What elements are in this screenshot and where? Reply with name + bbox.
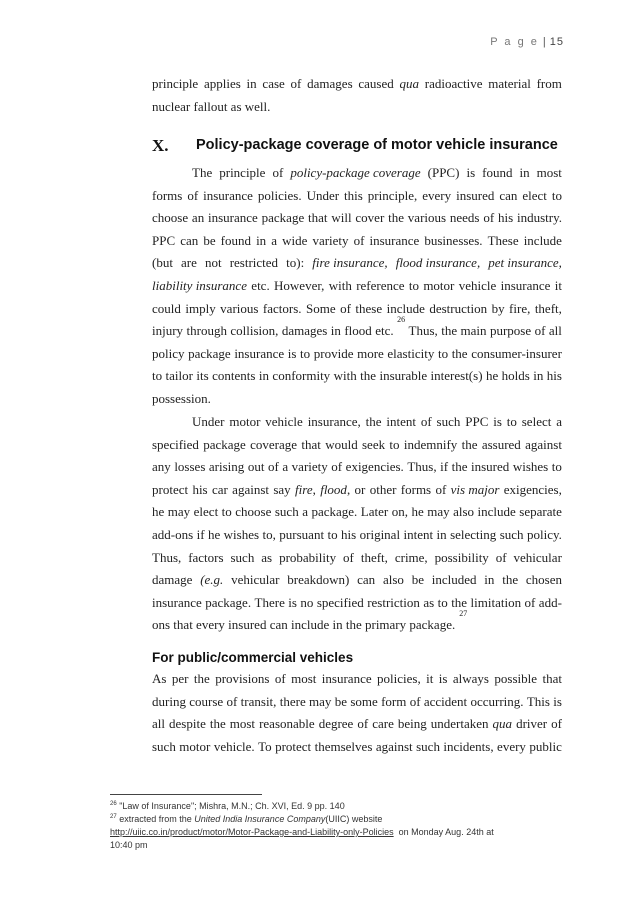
page-number-value: 15 (549, 36, 564, 48)
footnote-27-line3: 10:40 pm (110, 840, 148, 850)
text-line: protect his car against say fire, flood, or other forms of vis major exigencies, (152, 481, 562, 497)
footnote-27-line2: http://uiic.co.in/product/motor/Motor-Package-and-Liability-only-Policies on Monday Aug. 24th at (110, 827, 494, 837)
footnote-ref-26[interactable]: 26 (397, 315, 406, 325)
text-line: add-ons if he wishes to, pursuant to his original intent in selecting such policy. (152, 526, 562, 542)
section-number: X. (152, 136, 169, 155)
text-line: policy package insurance is to provide more elasticity to the consumer-insurer (152, 345, 562, 361)
text-line: forms of insurance policies. Under this principle, every insured can elect to (152, 187, 562, 203)
text-line: choose an insurance package that will cover the various needs of his industry. (152, 210, 562, 226)
text-line: As per the provisions of most insurance policies, it is always possible that (152, 671, 562, 686)
text-line: such motor vehicle. To protect themselves against such incidents, every public (152, 738, 562, 754)
text-line: Under motor vehicle insurance, the intent of such PPC is to select a (192, 414, 562, 429)
text-line: (but are not restricted to): fire insurance, flood insurance, pet insurance, (152, 255, 562, 271)
paragraph-ppc (152, 162, 562, 411)
text-line: specified package coverage that would seek to indemnify the assured against (152, 436, 562, 452)
footnote-27: $^{27}$ extracted from the United India Insurance Company(UIIC) website (110, 814, 383, 824)
subsection-heading: For public/commercial vehicles (152, 650, 354, 665)
footnote-link[interactable]: http://uiic.co.in/product/motor/Motor-Package-and-Liability-only-Policies (110, 827, 394, 837)
paragraph-motor-ppc (152, 411, 562, 637)
text-line: ons that every insured can include in the primary package. 27 (152, 614, 562, 637)
text-line: could imply various factors. Some of these include destruction by fire, theft, (152, 300, 562, 316)
text-line: PPC can be found in a wide variety of insurance businesses. These include (152, 232, 562, 248)
footnote-divider (110, 794, 262, 795)
section-heading: Policy-package coverage of motor vehicle insurance (196, 137, 558, 153)
text-line: insurance package. There is no specified restriction as to the limitation of add- (152, 594, 562, 610)
text-line: injury through collision, damages in flood etc. 26 Thus, the main purpose of all (152, 320, 562, 343)
footnote-26: $^{26}$ "Law of Insurance"; Mishra, M.N.; Ch. XVI, Ed. 9 pp. 140 (110, 801, 345, 811)
text-line: nuclear fallout as well. (152, 98, 271, 114)
text-line: during course of transit, there may be some form of accident occurring. This is (152, 693, 562, 709)
text-line: possession. (152, 390, 211, 406)
text-line: all despite the most reasonable degree of care being undertaken qua driver of (152, 716, 562, 732)
paragraph-continuation (152, 73, 562, 118)
text-line: principle applies in case of damages caused qua radioactive material from (152, 76, 562, 91)
text-line: liability insurance etc. However, with reference to motor vehicle insurance it (152, 277, 562, 293)
text-line: Thus, factors such as probability of theft, crime, possibility of vehicular (152, 549, 562, 565)
text-line: The principle of policy-package coverage (PPC) is found in most (192, 165, 562, 180)
page-number: P a g e | 15 (490, 36, 564, 48)
footnote-ref-27[interactable]: 27 (459, 609, 468, 619)
text-line: any losses arising out of a variety of exigencies. Thus, if the insured wishes to (152, 459, 562, 475)
text-line: damage (e.g. vehicular breakdown) can also be included in the chosen (152, 572, 562, 588)
paragraph-public-vehicles (152, 668, 562, 758)
text-line: to tailor its contents in conformity with the insurable interest(s) he holds in his (152, 368, 562, 384)
text-line: he may elect to choose such a package. Later on, he may also include separate (152, 504, 562, 520)
